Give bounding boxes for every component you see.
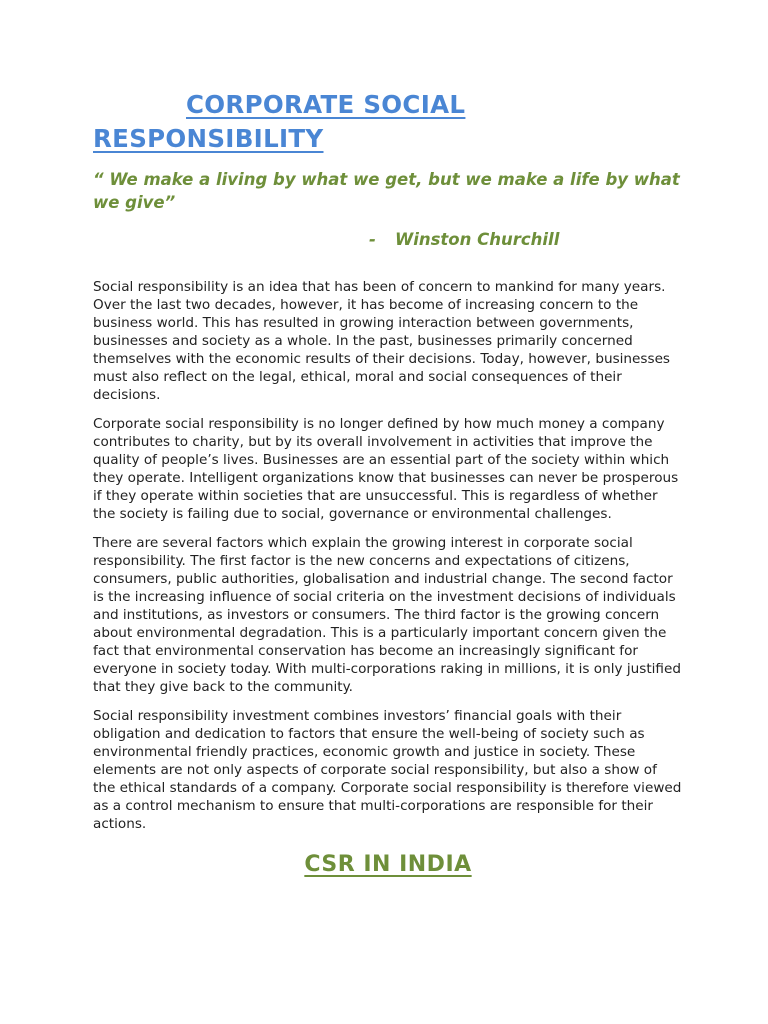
paragraph: Social responsibility investment combines investors’ financial goals with their obligation and dedication to factors that ensure the well-being of society such as environmental friendly practices, economic growth and justice in society. These elements are not only aspects of corporate social responsibility, but also a show of the ethical standards of a company. Corporate social responsibility is therefore viewed as a control mechanism to ensure that multi-corporations are responsible for their actions. (93, 708, 682, 832)
quote-attribution (93, 228, 683, 251)
title-line-2-text: RESPONSIBILITY (93, 124, 324, 153)
attribution-name: Winston Churchill (395, 230, 560, 249)
document-title (93, 88, 683, 156)
churchill-quote: “ We make a living by what we get, but we make a life by what we give” (93, 170, 680, 212)
attribution-dash: - (369, 230, 376, 249)
title-line-1 (93, 88, 683, 122)
section-heading-csr-in-india (93, 850, 683, 880)
section-heading-text: CSR IN INDIA (304, 852, 472, 877)
title-line-1-text: CORPORATE SOCIAL (186, 90, 466, 119)
document-page (93, 88, 683, 880)
body-text (93, 278, 683, 833)
paragraph: Corporate social responsibility is no longer defined by how much money a company contributes to charity, but by its overall involvement in activities that improve the quality of people’s lives. Businesses are an essential part of the society within which they operate. Intelligent organizations know that businesses can never be prosperous if they operate within societies that are unsuccessful. This is regardless of whether the society is failing due to social, governance or environmental challenges. (93, 416, 679, 522)
paragraph: There are several factors which explain the growing interest in corporate social responsibility. The first factor is the new concerns and expectations of citizens, consumers, public authorities, globalisation and industrial change. The second factor is the increasing influence of social criteria on the investment decisions of individuals and institutions, as investors or consumers. The third factor is the growing concern about environmental degradation. This is a particularly important concern given the fact that environmental conservation has become an increasingly significant for everyone in society today. With multi-corporations raking in millions, it is only justified that they give back to the community. (93, 535, 681, 695)
paragraph: Social responsibility is an idea that has been of concern to mankind for many years. Over the last two decades, however, it has become of increasing concern to the business world. This has resulted in growing interaction between governments, businesses and society as a whole. In the past, businesses primarily concerned themselves with the economic results of their decisions. Today, however, businesses must also reflect on the legal, ethical, moral and social consequences of their decisions. (93, 279, 671, 403)
title-line-2 (93, 122, 683, 156)
